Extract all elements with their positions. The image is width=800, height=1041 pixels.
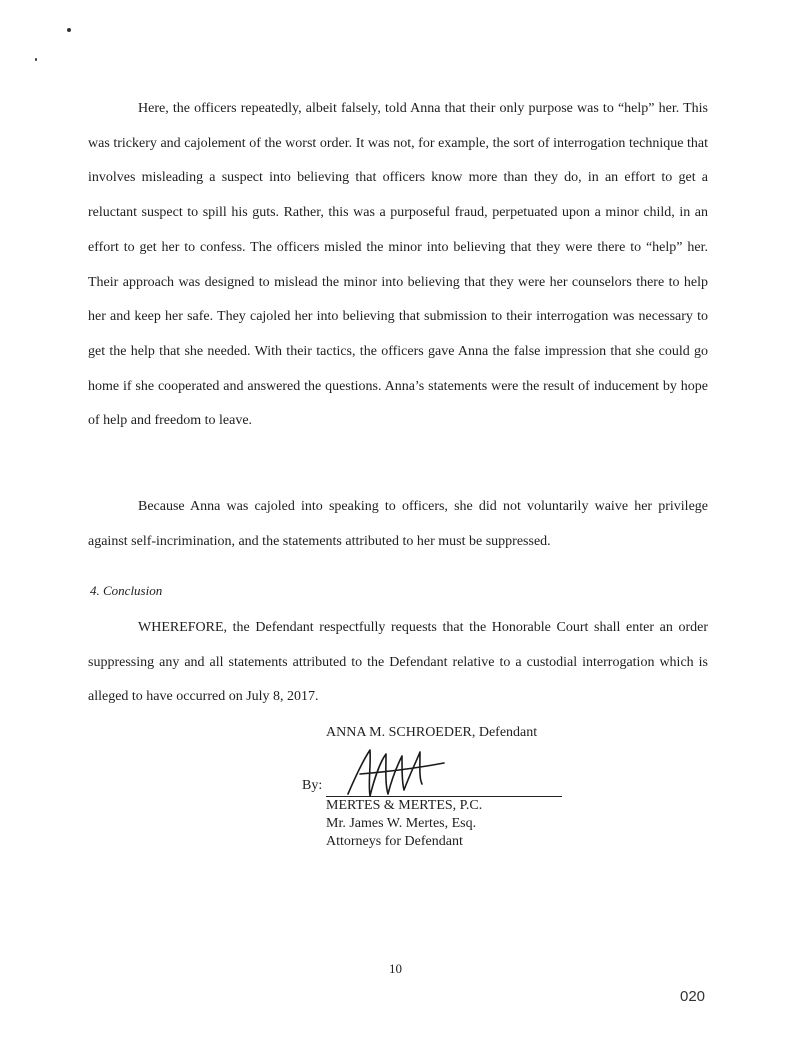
paragraph-1-text: Here, the officers repeatedly, albeit falsely, told Anna that their only purpose was to “help” her. This was trickery and cajolement of the worst order. It was not, for example, the sort of interrogation technique that involves misleading a suspect into believing that officers know more than they do, in an effort to get a reluctant suspect to spill his guts. Rather, this was a purposeful fraud, perpetuated upon a minor child, in an effort to get her to confess. The officers misled the minor into believing that they were there to “help” her. Their approach was designed to mislead the minor into believing that they were her counselors there to help her and keep her safe. They cajoled her into believing that submission to their interrogation was necessary to get the help that she needed. With their tactics, the officers gave Anna the false impression that she could go home if she cooperated and answered the questions. Anna’s statements were the result of inducement by hope of help and freedom to leave.: [88, 101, 708, 429]
body-paragraph-2: [88, 490, 708, 559]
body-paragraph-1: [88, 92, 708, 439]
page-number: 10: [389, 961, 402, 976]
scan-speck: [67, 28, 71, 32]
defendant-name: ANNA M. SCHROEDER, Defendant: [326, 725, 538, 740]
handwritten-signature: [340, 744, 450, 804]
bates-number: 020: [680, 988, 706, 1005]
firm-name: MERTES & MERTES, P.C.: [326, 798, 483, 813]
by-label: By:: [302, 778, 323, 793]
section-heading: 4. Conclusion: [90, 583, 163, 598]
body-paragraph-3: [88, 611, 708, 715]
attorney-block: [326, 797, 482, 851]
paragraph-2-text: Because Anna was cajoled into speaking to officers, she did not voluntarily waive her privilege against self-incrimination, and the statements attributed to her must be suppressed.: [88, 499, 708, 549]
attorney-role: Attorneys for Defendant: [326, 834, 463, 849]
paragraph-3-text: WHEREFORE, the Defendant respectfully requests that the Honorable Court shall enter an order suppressing any and all statements attributed to the Defendant relative to a custodial interrogation which is alleged to have occurred on July 8, 2017.: [88, 620, 708, 705]
attorney-name: Mr. James W. Mertes, Esq.: [326, 816, 477, 831]
scan-speck: [35, 58, 37, 61]
